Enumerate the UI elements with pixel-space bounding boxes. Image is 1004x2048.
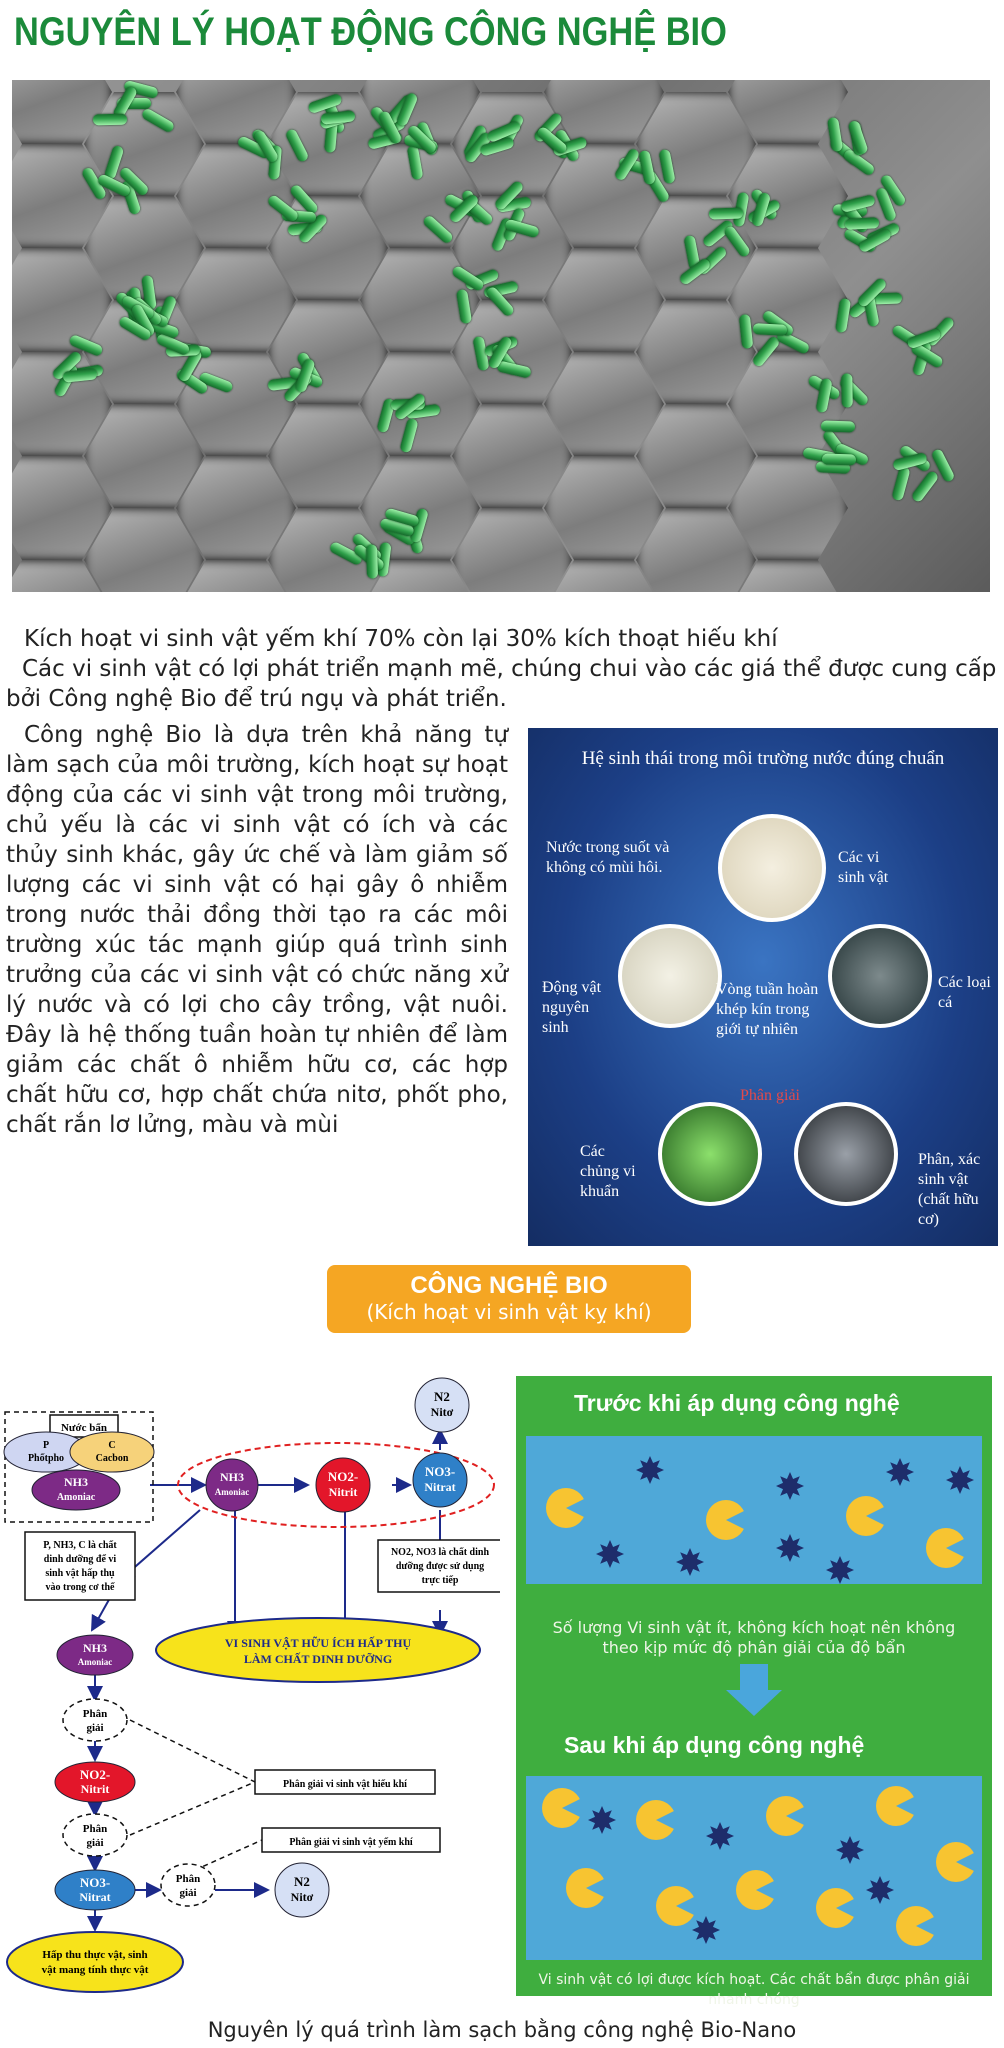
ecosystem-cycle-image bbox=[528, 728, 998, 1246]
bacteria-icon bbox=[546, 1488, 586, 1528]
absorb-label-2: LÀM CHẤT DINH DƯỠNG bbox=[243, 1652, 393, 1666]
bacteria-photo bbox=[658, 1102, 762, 1206]
bacteria-label: Các chủng vi khuẩn bbox=[580, 1143, 636, 1200]
dirt-icon bbox=[692, 1916, 720, 1944]
dirt-icon bbox=[946, 1466, 974, 1494]
no2-symbol-1: NO2- bbox=[327, 1469, 359, 1484]
badge-title: CÔNG NGHỆ BIO bbox=[410, 1272, 608, 1299]
nitrogen-cycle-diagram bbox=[0, 1370, 500, 2010]
bacteria-icon bbox=[566, 1868, 606, 1908]
no3-name-2: Nitrat bbox=[79, 1890, 111, 1904]
bacteria-hexagon-image bbox=[12, 80, 990, 592]
clear-water-label: Nước trong suốt và không có mùi hôi. bbox=[546, 839, 670, 876]
nh3-symbol-1: NH3 bbox=[64, 1475, 88, 1489]
bacteria-icon bbox=[656, 1886, 696, 1926]
bio-technology-badge bbox=[327, 1265, 691, 1333]
nh3-name-1: Amoniac bbox=[56, 1492, 96, 1503]
dirt-icon bbox=[776, 1472, 804, 1500]
down-arrow-icon bbox=[726, 1664, 782, 1716]
bacteria-cell bbox=[821, 420, 855, 432]
bacteria-icon bbox=[846, 1496, 886, 1536]
p-symbol: P bbox=[42, 1440, 50, 1451]
bacteria-icon bbox=[926, 1528, 966, 1568]
n2-name-1: Nitơ bbox=[430, 1405, 454, 1419]
dirt-icon bbox=[836, 1836, 864, 1864]
no2-name-1: Nitrit bbox=[328, 1485, 358, 1499]
plants-label-1: Hấp thu thực vật, sinh bbox=[42, 1949, 148, 1961]
decompose-1-line2: giải bbox=[86, 1722, 104, 1734]
cycle-label: Vòng tuần hoàn khép kín trong giới tự nhiên bbox=[716, 981, 819, 1038]
anaerobic-label: Phân giải vi sinh vật yếm khí bbox=[289, 1837, 413, 1848]
direct-note-3: trực tiếp bbox=[421, 1575, 459, 1586]
bacteria-cell bbox=[93, 113, 127, 125]
ecosystem-title: Hệ sinh thái trong môi trường nước đúng chuẩn bbox=[581, 748, 945, 769]
dirt-icon bbox=[588, 1806, 616, 1834]
before-after-panel bbox=[516, 1376, 992, 2008]
bacteria-cell bbox=[366, 544, 378, 578]
bacteria-icon bbox=[706, 1500, 746, 1540]
intro-line-2: Các vi sinh vật có lợi phát triển mạnh mẽ, chúng chui vào các giá thể được cung cấp bởi Công nghệ Bio để trú ngụ và phát triển. bbox=[6, 656, 997, 712]
dirt-icon bbox=[596, 1540, 624, 1568]
absorb-label-1: VI SINH VẬT HỮU ÍCH HẤP THỤ bbox=[224, 1636, 412, 1650]
waste-photo bbox=[794, 1102, 898, 1206]
dirt-icon bbox=[636, 1456, 664, 1484]
dirt-icon bbox=[866, 1876, 894, 1904]
bacteria-icon bbox=[636, 1800, 676, 1840]
decompose-3-line2: giải bbox=[179, 1887, 197, 1899]
bacteria-cell bbox=[708, 207, 742, 219]
dirt-icon bbox=[706, 1822, 734, 1850]
bacteria-cell bbox=[753, 323, 788, 336]
n2-symbol-2: N2 bbox=[294, 1874, 310, 1889]
dirt-icon bbox=[826, 1556, 854, 1584]
dirt-icon bbox=[776, 1534, 804, 1562]
waste-label: Phân, xác sinh vật (chất hữu cơ) bbox=[918, 1151, 981, 1228]
no3-name-1: Nitrat bbox=[424, 1480, 456, 1494]
nutrient-note-1: P, NH3, C là chất bbox=[43, 1540, 117, 1551]
n2-symbol-1: N2 bbox=[434, 1389, 450, 1404]
decompose-1-line1: Phân bbox=[82, 1708, 108, 1720]
nutrient-note-3: sinh vật hấp thụ bbox=[45, 1568, 115, 1579]
decompose-label: Phân giải bbox=[740, 1087, 800, 1104]
p-name: Phốtpho bbox=[27, 1453, 65, 1464]
bacteria-icon bbox=[876, 1786, 916, 1826]
direct-note-1: NO2, NO3 là chất dinh bbox=[390, 1547, 490, 1558]
animals-label: Động vật nguyên sinh bbox=[542, 979, 602, 1036]
after-note: Vi sinh vật có lợi được kích hoạt. Các chất bẩn được phân giải nhanh chóng bbox=[538, 1972, 970, 2008]
dirty-water-label: Nước bẩn bbox=[60, 1422, 108, 1434]
before-water bbox=[526, 1436, 982, 1584]
decompose-2-line1: Phân bbox=[82, 1823, 108, 1835]
intro-line-1: Kích hoạt vi sinh vật yếm khí 70% còn lại 30% kích thoạt hiếu khí bbox=[24, 626, 778, 652]
nutrient-note-4: vào trong cơ thể bbox=[45, 1582, 115, 1593]
bacteria-cell bbox=[821, 453, 855, 465]
no2-symbol-2: NO2- bbox=[79, 1767, 111, 1782]
bacteria-cell bbox=[891, 466, 910, 502]
decompose-3-line1: Phân bbox=[175, 1873, 201, 1885]
bacteria-icon bbox=[736, 1870, 776, 1910]
bacteria-icon bbox=[816, 1888, 856, 1928]
fish-label: Các loại cá bbox=[938, 974, 991, 1011]
plants-label-2: vật mang tính thực vật bbox=[41, 1964, 149, 1976]
after-water bbox=[526, 1776, 982, 1960]
badge-subtitle: (Kích hoạt vi sinh vật kỵ khí) bbox=[366, 1300, 652, 1324]
direct-note-2: dưỡng được sử dụng bbox=[395, 1561, 485, 1572]
bacteria-cell bbox=[841, 373, 853, 407]
nh3-symbol-2: NH3 bbox=[220, 1470, 244, 1484]
bacteria-icon bbox=[766, 1796, 806, 1836]
bacteria-cell bbox=[827, 117, 843, 152]
page-title: NGUYÊN LÝ HOẠT ĐỘNG CÔNG NGHỆ BIO bbox=[14, 10, 727, 54]
bacteria-icon bbox=[936, 1842, 976, 1882]
bio-description: Công nghệ Bio là dựa trên khả năng tự làm sạch của môi trường, kích hoạt sự hoạt động của các vi sinh vật trong môi trường, chủ yếu là các vi sinh vật có ích và các thủy sinh khác, gây ức chế và làm giảm số lượng các vi sinh vật có hại gây ô nhiễm trong nước thải đồng thời tạo ra các môi trường xúc tác mạnh giúp quá trình sinh trưởng của các vi sinh vật có chức năng xử lý nước và có lợi cho cây trồng, vật nuôi. Đây là hệ thống tuần hoàn tự nhiên để làm giảm các chất ô nhiễm hữu cơ, các hợp chất hữu cơ, hợp chất chứa nitơ, phốt pho, chất rắn lơ lửng, màu và mùi bbox=[6, 722, 508, 1138]
nh3-name-2: Amoniac bbox=[214, 1487, 250, 1497]
nh3-name-3: Amoniac bbox=[77, 1657, 113, 1667]
aerobic-label: Phân giải vi sinh vật hiếu khí bbox=[283, 1779, 407, 1790]
decompose-2-line2: giải bbox=[86, 1837, 104, 1849]
bacteria-cell bbox=[911, 469, 940, 503]
microbes-label: Các vi sinh vật bbox=[838, 849, 889, 886]
fish-photo bbox=[828, 924, 932, 1028]
dirt-icon bbox=[886, 1458, 914, 1486]
nh3-symbol-3: NH3 bbox=[83, 1641, 107, 1655]
microbe-photo bbox=[718, 814, 826, 922]
bacteria-icon bbox=[542, 1788, 582, 1828]
after-title: Sau khi áp dụng công nghệ bbox=[564, 1732, 865, 1758]
no3-symbol-2: NO3- bbox=[79, 1875, 111, 1890]
no3-symbol-1: NO3- bbox=[424, 1464, 456, 1479]
n2-name-2: Nitơ bbox=[290, 1890, 314, 1904]
c-name: Cacbon bbox=[95, 1453, 129, 1464]
c-symbol: C bbox=[108, 1440, 116, 1451]
figure-caption: Nguyên lý quá trình làm sạch bằng công nghệ Bio-Nano bbox=[207, 2018, 797, 2042]
dirt-icon bbox=[676, 1548, 704, 1576]
no2-name-2: Nitrit bbox=[80, 1782, 110, 1796]
bacteria-icon bbox=[896, 1906, 936, 1946]
bacteria-cell bbox=[844, 218, 879, 231]
before-note: Số lượng Vi sinh vật ít, không kích hoạt nên không theo kịp mức độ phân giải của độ bẩn bbox=[552, 1618, 956, 1657]
protozoa-photo bbox=[618, 924, 722, 1028]
before-title: Trước khi áp dụng công nghệ bbox=[574, 1390, 900, 1416]
nutrient-note-2: dinh dưỡng để vi bbox=[43, 1554, 117, 1565]
